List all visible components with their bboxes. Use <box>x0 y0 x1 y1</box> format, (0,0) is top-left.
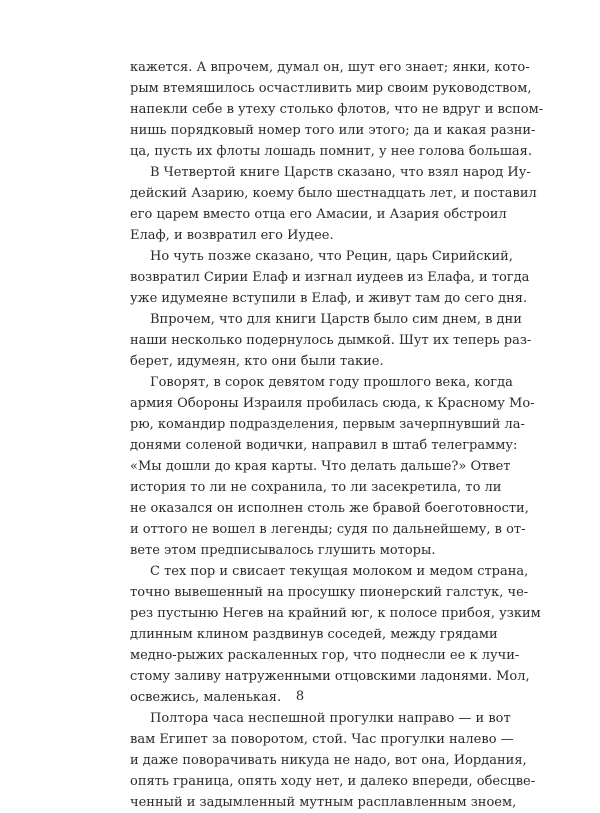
text-line: не оказался он исполнен столь же бравой боеготовности, <box>130 501 529 516</box>
text-line: дейский Азарию, коему было шестнадцать лет, и поставил <box>130 186 537 201</box>
text-line: рым втемяшилось осчастливить мир своим руководством, <box>130 81 532 96</box>
text-line: Но чуть позже сказано, что Рецин, царь Сирийский, <box>150 249 513 264</box>
paragraph <box>130 372 535 561</box>
text-line: ченный и задымленный мутным расплавленным зноем, <box>130 795 517 810</box>
text-line: стому заливу натруженными отцовскими ладонями. Мол, <box>130 669 530 684</box>
text-line: медно-рыжих раскаленных гор, что поднесли ее к лучи- <box>130 648 520 663</box>
paragraph <box>130 246 530 309</box>
text-line: Говорят, в сорок девятом году прошлого века, когда <box>150 375 513 390</box>
text-line: ца, пусть их флоты лошадь помнит, у нее голова большая. <box>130 144 533 159</box>
text-line: вам Египет за поворотом, стой. Час прогулки налево — <box>130 732 514 747</box>
paragraph <box>130 561 541 708</box>
text-line: кажется. А впрочем, думал он, шут его знает; янки, кото- <box>130 60 530 75</box>
text-line: длинным клином раздвинув соседей, между грядами <box>130 627 498 642</box>
paragraph <box>130 309 532 372</box>
paragraph <box>130 57 544 162</box>
text-line: донями соленой водички, направил в штаб телеграмму: <box>130 438 518 453</box>
text-line: вете этом предписывалось глушить моторы. <box>130 543 436 558</box>
text-line: и оттого не вошел в легенды; судя по дальнейшему, в от- <box>130 522 526 537</box>
text-line: Елаф, и возвратил его Иудее. <box>130 228 334 243</box>
text-line: рез пустыню Негев на крайний юг, к полосе прибоя, узким <box>130 606 541 621</box>
text-line: рю, командир подразделения, первым зачерпнувший ла- <box>130 417 525 432</box>
paragraph <box>130 708 536 813</box>
text-line: С тех пор и свисает текущая молоком и медом страна, <box>150 564 529 579</box>
text-line: берет, идумеян, кто они были такие. <box>130 354 384 369</box>
text-line: точно вывешенный на просушку пионерский галстук, че- <box>130 585 529 600</box>
text-line: и даже поворачивать никуда не надо, вот она, Иордания, <box>130 753 527 768</box>
text-line: возвратил Сирии Елаф и изгнал иудеев из Елафа, и тогда <box>130 270 530 285</box>
text-line: освежись, маленькая. <box>130 690 282 705</box>
text-line: опять граница, опять ходу нет, и далеко впереди, обесцве- <box>130 774 536 789</box>
text-line: нишь порядковый номер того или этого; да и какая разни- <box>130 123 536 138</box>
text-line: «Мы дошли до края карты. Что делать дальше?» Ответ <box>130 459 511 474</box>
text-line: уже идумеяне вступили в Елаф, и живут там до сего дня. <box>130 291 528 306</box>
text-line: напекли себе в утеху столько флотов, что не вдруг и вспом- <box>130 102 544 117</box>
text-line: Полтора часа неспешной прогулки направо — и вот <box>150 711 511 726</box>
text-line: В Четвертой книге Царств сказано, что взял народ Иу- <box>150 165 531 180</box>
paragraph <box>130 162 537 246</box>
page-number: 8 <box>295 689 305 704</box>
text-line: наши несколько подернулось дымкой. Шут их теперь раз- <box>130 333 532 348</box>
text-line: история то ли не сохранила, то ли засекретила, то ли <box>130 480 502 495</box>
text-line: его царем вместо отца его Амасии, и Азария обстроил <box>130 207 507 222</box>
text-line: армия Обороны Израиля пробилась сюда, к Красному Мо- <box>130 396 535 411</box>
text-line: Впрочем, что для книги Царств было сим днем, в дни <box>150 312 522 327</box>
